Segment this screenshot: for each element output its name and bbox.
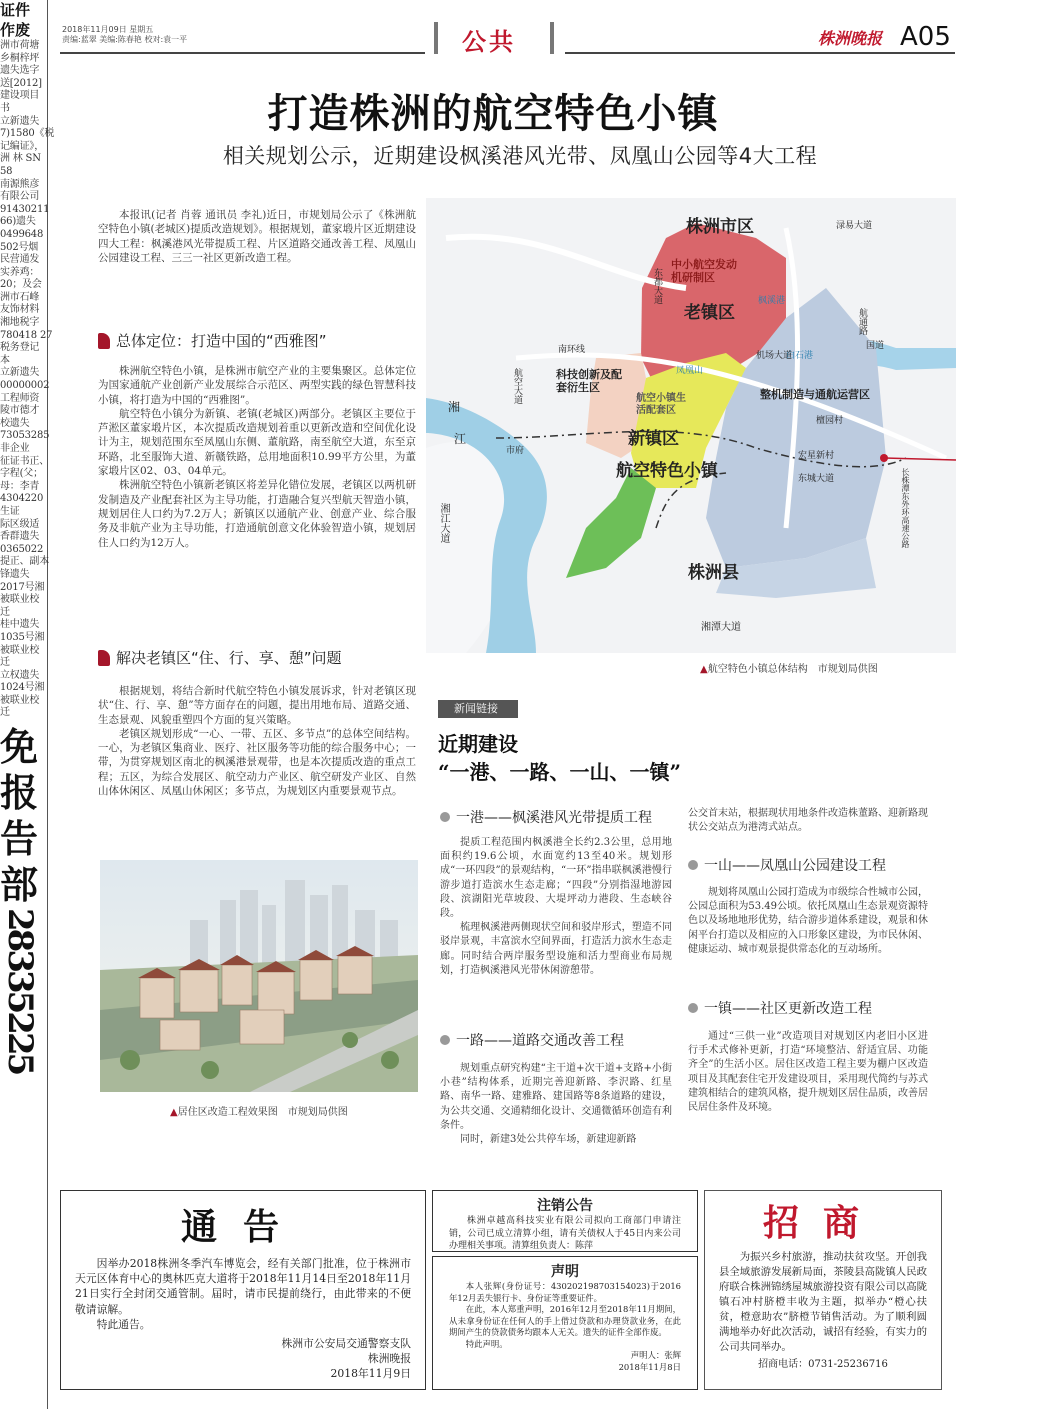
statement-p1: 本人张辉(身份证号：430202198703154023)于2016年12月丢失银行卡、身份证等重要证件。 [449, 1281, 681, 1303]
cancel-title: 注销公告 [537, 1198, 593, 1214]
section1-paragraph: 株洲航空特色小镇新老镇区将差异化错位发展，老镇区以两机研发制造及产业配套社区为主导功能，打造融合复兴型航天智造小镇，规划居住人口约为7.2万人；新镇区以通航产业、创意产业、综合服务及非航产业为主导功能，打造通航创意文化体验智造小镇，规划居住人口约为12万人。 [98, 479, 416, 549]
map-label-guodao: 国道 [866, 341, 885, 351]
statement-title: 声明 [551, 1264, 579, 1280]
notice-title: 通告 [180, 1207, 305, 1248]
project-paragraph: 通过“三供一业”改造项目对规划区内老旧小区进行手术式修补更新，打造“环境整洁、舒适宜居、功能齐全”的生活小区。居住区改造工程主要为棚户区改造项目及其配套住宅开发建设项目，采用现代简约与苏式建筑相结合的建筑风格，提升规划区居住品质，改善居民居住条件及环境。 [688, 1031, 928, 1114]
left-strip-line: 780418 27 [0, 329, 53, 341]
left-strip-line: 迁 [0, 657, 10, 669]
statement-date: 2018年11月8日 [618, 1361, 681, 1372]
project-body [688, 886, 928, 957]
left-strip-big-2: 报 [0, 770, 37, 816]
header-meta [62, 25, 187, 45]
left-strip-line: 民营通发 [0, 254, 40, 266]
town-structure-map [426, 198, 956, 653]
left-edge-column [0, 0, 55, 1409]
invest-body [719, 1250, 927, 1355]
left-strip-line: 73053285 [0, 430, 50, 442]
map-label-baishi: 白石港 [786, 351, 814, 361]
left-strip-line: 立权遗失 [0, 669, 40, 681]
map-label-nanhuan: 南环线 [558, 345, 586, 355]
map-label-hongxing: 宏星新村 [798, 451, 835, 461]
left-strip-line: 66)遗失 [0, 216, 36, 228]
left-strip-line: 际区级适 [0, 518, 40, 530]
notice-closing: 特此通告。 [96, 1317, 151, 1331]
left-strip-line: 迁 [0, 707, 10, 719]
left-strip-line: 502号烟 [0, 241, 39, 253]
project-heading [688, 998, 872, 1018]
map-label-shifu: 市府 [506, 446, 525, 456]
left-strip-line: 1035号湘 [0, 631, 45, 643]
map-label-dongdu: 东都大道 [652, 268, 662, 304]
left-strip-line: 洲 林 SN [0, 153, 41, 165]
left-strip-line: 母：李青 [0, 480, 40, 492]
left-strip-big-1: 免 [0, 724, 37, 770]
statement-body [449, 1281, 681, 1350]
map-label-mfg-zone: 整机制造与通航运营区 [760, 388, 870, 401]
header-divider-right [550, 22, 554, 54]
project-heading [688, 855, 886, 875]
left-strip-heading-2: 作废 [0, 21, 31, 39]
section-flag-icon [98, 650, 110, 666]
left-strip-line: 工程师资 [0, 392, 40, 404]
left-strip-line: 字程(父； [0, 468, 43, 480]
header-divider-left [434, 22, 438, 54]
section1-paragraph: 航空特色小镇分为新镇、老镇(老城区)两部分。老镇区主要位于芦淞区董家塅片区，本次提质改造规划着重以更新改造和空间优化设计为主，规划范围东至凤凰山东侧、董航路，南至航空大道，东至京环路，北至服饰大道、新赣铁路，总用地面积10.99平方公里，为董家塅片区02、03、04单元。 [98, 407, 416, 478]
left-strip-line: 税务登记 [0, 342, 40, 354]
project-heading [440, 807, 652, 827]
map-label-hangtong: 航通路 [857, 308, 867, 335]
map-label-xiangjiang-ave: 湘江大道 [438, 503, 449, 543]
project-body [688, 1030, 928, 1115]
caption-triangle-icon: ▲ [170, 1107, 178, 1118]
header-editors: 责编:蓝翠 美编:陈春艳 校对:袁一平 [62, 35, 188, 44]
map-caption [700, 660, 878, 675]
map-label-jichang: 机场大道 [756, 351, 793, 361]
left-strip-line: 本 [0, 354, 10, 366]
map-label-city: 株洲市区 [686, 217, 754, 237]
invest-text: 为振兴乡村旅游，推动扶贫攻坚。开创我县全域旅游发展新局面，茶陵县高陇镇人民政府联合株洲锦绣屋城旅游投资有限公司以高陇镇石冲村脐橙丰收为主题，拟举办“橙心扶贫，橙意助农”脐橙节销售活动。为了顺利圆满地举办好此次活动，诚招有经验，有实力的公司共同举办。 [719, 1251, 927, 1353]
left-strip-line: 有限公司 [0, 191, 40, 203]
project-paragraph: 梳理枫溪港两侧现状空间和驳岸形式，塑造不同驳岸景观，丰富滨水空间界面，打造活力滨水生态走廊。同时结合两岸服务型设施和活力型商业布局规划，打造枫溪港风光带休闲游憩带。 [440, 922, 672, 976]
notice-date: 2018年11月9日 [330, 1367, 411, 1381]
project-paragraph: 规划将凤凰山公园打造成为市级综合性城市公园，公园总面积为53.49公顷。依托凤凰山生态景观资源特色以及场地地形优势，结合游步道体系建设，观景和休闲平台打造以及相应的入口形象区建设，为市民休闲、健康运动、城市观景提供常态化的互动场所。 [688, 887, 928, 955]
left-strip-line: 征证书正、 [0, 455, 49, 467]
section-name: 公共 [462, 27, 516, 56]
headline-subtitle: 相关规划公示，近期建设枫溪港风光带、凤凰山公园等4大工程 [222, 144, 818, 168]
notice-signature [75, 1336, 411, 1382]
left-strip-line: 送[2012] [0, 77, 42, 89]
map-label-old-town: 老镇区 [684, 303, 735, 323]
left-strip-big-text [0, 724, 47, 908]
left-strip-line: 提正、副本 [0, 556, 49, 568]
section1-heading-text: 总体定位：打造中国的“西雅图” [116, 332, 327, 350]
traffic-notice [60, 1190, 426, 1390]
left-strip-line: 立新遗失 [0, 115, 40, 127]
notice-text: 因举办2018株洲冬季汽车博览会，经有关部门批准，位于株洲市天元区体育中心的奥林匹克大道将于2018年11月14日至2018年11月21日实行全封闭交通管制。届时，请市民提前绕行，由此带来的不便敬请谅解。 [75, 1257, 411, 1316]
map-label-fenghuang: 凤凰山 [676, 366, 704, 376]
map-label-town: 航空特色小镇 [616, 461, 718, 481]
invest-title: 招商 [762, 1203, 883, 1244]
investment-ad [704, 1190, 942, 1390]
left-strip-line: 乡桐梓坪 [0, 52, 40, 64]
photo-caption-text: 居住区改造工程效果图 市规划局供图 [177, 1107, 348, 1118]
notice-body [75, 1256, 411, 1332]
notice-sign1: 株洲市公安局交通警察支队 [281, 1337, 411, 1351]
map-label-dongcheng: 东城大道 [798, 474, 835, 484]
left-strip-line: 0499648 [0, 228, 44, 240]
map-label-xiangzhu-ave: 湘潭大道 [701, 622, 741, 633]
left-strip-line: 洲市石峰 [0, 291, 40, 303]
statement-signature [449, 1350, 681, 1373]
project-heading-text: 一山——凤凰山公园建设工程 [704, 858, 886, 874]
statement-p2: 在此，本人郑重声明，2016年12月至2018年11月期间，从未拿身份证在任何人的手上借过贷款和办理贷款业务，在此期间产生的贷款债务均跟本人无关。遗失的证件全部作废。 [449, 1304, 681, 1337]
residential-rendering-image [100, 860, 418, 1092]
left-strip-line: 香群遗失 [0, 531, 40, 543]
project-paragraph: 提质工程范围内枫溪港全长约2.3公里，总用地面积约19.6公顷，水面宽约13至40米。规划形成“一环四段”的景观结构，“一环”指串联枫溪港慢行游步道打造滨水生态走廊；“四段”分别指湿地游园段、滨湖阳光草坡段、大堤坪动力港段、生态峡谷段。 [440, 837, 672, 920]
project-heading-text: 一路——道路交通改善工程 [456, 1033, 624, 1049]
bullet-dot-icon [440, 1035, 450, 1045]
map-label-life-zone: 航空小镇生活配套区 [636, 393, 686, 416]
lead-text: 本报讯(记者 肖蓉 通讯员 李礼)近日，市规划局公示了《株洲航空特色小镇(老城区)提质改造规划》。根据规划，董家塅片区近期建设四大工程：枫溪港风光带提质工程、片区道路交通改善工程、凤凰山公园建设工程、三三一社区更新改造工程。 [98, 209, 416, 264]
left-strip-line: 记编证》， [0, 140, 44, 152]
left-strip-line: 建设项目 [0, 90, 40, 102]
left-strip-line: 91430211 [0, 203, 50, 215]
left-strip-line: 2017号湘 [0, 581, 45, 593]
map-label-liyu: 渌易大道 [836, 221, 873, 231]
newspaper-logo: 株洲晚报 [818, 29, 883, 48]
section2-heading [98, 647, 342, 668]
left-strip-line: 非企业 [0, 443, 30, 454]
invest-phone: 招商电话：0731-25236716 [758, 1359, 888, 1370]
section2-heading-text: 解决老镇区“住、行、享、憩”问题 [116, 649, 342, 667]
section-flag-icon [98, 333, 110, 349]
left-strip-line: 湘地税字 [0, 317, 40, 329]
header-date: 2018年11月09日 星期五 [62, 25, 154, 34]
left-strip-line: 陵市德才 [0, 405, 40, 417]
left-strip-line: 1024号湘 [0, 682, 45, 694]
news-link-tag [438, 700, 518, 718]
cancel-text: 株洲卓越高科技实业有限公司拟向工商部门申请注销，公司已成立清算小组，请有关债权人于45日内来公司办理相关事项。清算组负责人：陈萍 [449, 1216, 681, 1251]
project-paragraph: 规划重点研究构建“主干道+次干道+支路+小街小巷”结构体系，近期完善迎新路、李沢路、红星路、南华一路、建雅路、建国路等8条道路的建设，为公共交通、交通精细化设计、交通微循环创造有利条件。 [440, 1063, 672, 1131]
page-number: A05 [900, 22, 951, 52]
project-heading-text: 一镇——社区更新改造工程 [704, 1001, 872, 1017]
project-body [440, 836, 672, 978]
left-strip-line: 生证 [0, 505, 20, 517]
left-strip-line: 4304220 [0, 493, 44, 505]
left-strip-line: 锋遗失 [0, 568, 30, 580]
map-label-tech-zone: 科技创新及配套衍生区 [556, 368, 622, 394]
left-strip-line: 实养鸡： [0, 266, 40, 278]
map-label-jiang: 江 [454, 432, 467, 446]
left-strip-line: 校遗失 [0, 417, 30, 429]
map-label-county: 株洲县 [688, 563, 739, 583]
map-label-xiang: 湘 [448, 400, 461, 414]
bullet-dot-icon [440, 812, 450, 822]
section1-heading [98, 330, 327, 351]
left-strip-heading-1: 证件 [0, 1, 31, 19]
cancel-body [449, 1215, 681, 1253]
headline-title: 打造株洲的航空特色小镇 [267, 91, 719, 137]
section2-body [98, 684, 416, 798]
bullet-dot-icon [688, 1003, 698, 1013]
project-paragraph: 公交首末站，根据现状用地条件改造株董路、迎新路现状公交站点为港湾式站点。 [688, 808, 928, 834]
notice-sign2: 株洲晚报 [367, 1352, 411, 1366]
section1-paragraph: 株洲航空特色小镇，是株洲市航空产业的主要集聚区。总体定位为国家通航产业创新产业发展综合示范区、两型实践的绿色智慧科技小镇，将打造为中国的“西雅图”。 [98, 365, 416, 406]
left-strip-line: 南源熊彦 [0, 178, 40, 190]
project-body [440, 1062, 672, 1147]
left-strip-line: 书 [0, 102, 10, 114]
caption-triangle-icon: ▲ [700, 664, 708, 675]
left-strip-line: 58 [0, 165, 13, 177]
project-paragraph: 同时，新建3处公共停车场，新建迎新路 [460, 1134, 637, 1146]
bullet-dot-icon [688, 860, 698, 870]
lead-paragraph [98, 208, 416, 265]
map-label-fengxi: 枫溪港 [758, 296, 786, 306]
news-link-subtitle: “一港、一路、一山、一镇” [438, 760, 682, 784]
news-link-title: 近期建设 [438, 732, 518, 756]
statement-sign: 声明人：张辉 [630, 1350, 681, 1360]
project-heading [440, 1030, 624, 1050]
left-strip-line: 友饰材料 [0, 304, 40, 316]
section2-paragraph: 根据规划，将结合新时代航空特色小镇发展诉求，针对老镇区现状“住、行、享、憩”等方面存在的问题，提出用地布局、道路交通、生态景观、风貌重塑四个方面的复兴策略。 [98, 685, 416, 726]
map-label-new-town: 新镇区 [628, 429, 679, 449]
project-heading-text: 一港——枫溪港风光带提质工程 [456, 810, 652, 826]
left-strip-line: 洲市荷塘 [0, 40, 40, 51]
left-strip-line: 桂中遗失 [0, 619, 40, 631]
left-strip-line: 7)1580《税 [0, 128, 55, 140]
map-label-hangkong: 航空大道 [512, 368, 522, 404]
project-body [688, 807, 928, 835]
left-strip-line: 迁 [0, 606, 10, 618]
map-label-tanzi: 檀园村 [816, 416, 844, 426]
map-label-changzhutan: 长株潭东外环高速公路 [901, 468, 910, 548]
left-strip-line: 0365022 [0, 543, 44, 555]
left-strip-line: 20；及会 [0, 279, 42, 291]
section1-body [98, 364, 416, 550]
section2-paragraph: 老镇区规划形成“一心、一带、五区、多节点”的总体空间结构。一心，为老镇区集商业、医疗、社区服务等功能的综合服务中心；一带，为贯穿规划区南北的枫溪港景观带，也是本次提质改造的重点工程；五区，为综合发展区、航空动力产业区、航空研发产业区、自然山体休闲区、凤凰山休闲区；多节点，为规划区内重要景观节点。 [98, 727, 416, 798]
cancellation-notice [432, 1190, 698, 1252]
statement-notice [432, 1256, 698, 1390]
news-link-tag-text: 新闻链接 [454, 702, 498, 715]
left-strip-line: 被联业校 [0, 644, 40, 656]
header-rule-left [60, 52, 425, 54]
left-strip-line: 被联业校 [0, 594, 40, 606]
photo-caption [170, 1103, 348, 1118]
map-label-rd-zone: 中小航空发动机研制区 [671, 258, 737, 284]
left-strip-line: 00000002 [0, 380, 50, 392]
left-strip-big-4: 部 [0, 862, 37, 908]
left-strip-line: 立新遗失 [0, 367, 40, 379]
left-strip-line: 遗失选字 [0, 65, 40, 77]
left-strip-big-3: 告 [0, 816, 37, 862]
statement-p3: 特此声明。 [465, 1338, 508, 1349]
map-caption-text: 航空特色小镇总体结构 市规划局供图 [707, 664, 878, 675]
left-strip-phone: 28335225 [0, 908, 40, 1074]
left-strip-line: 被联业校 [0, 694, 40, 706]
header-rule-right [565, 52, 955, 54]
